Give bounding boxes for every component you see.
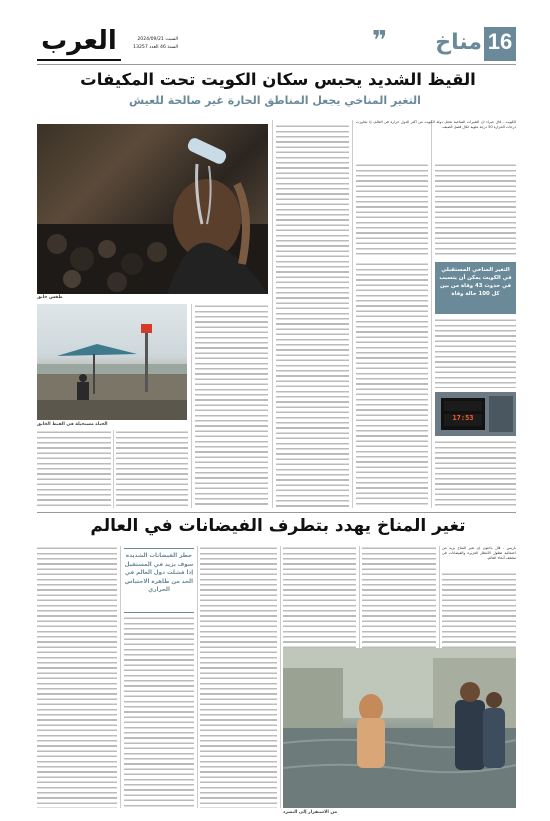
col-rule (197, 546, 198, 808)
col-rule (113, 430, 114, 508)
col-rule (431, 120, 432, 508)
article1-col1-text (435, 163, 516, 257)
article1-col6-text (37, 430, 111, 508)
article1-col3-text (276, 124, 349, 508)
article2-headline: تغير المناخ يهدد بتطرف الفيضانات في العالم (90, 516, 466, 536)
flood-photo (283, 648, 516, 808)
article1-pullquote: التغير المناخي المستقبلي في الكويت يمكن أن يتسبب في حدوث 43 وفاة من بين كل 100 حالة وفاة (439, 267, 512, 297)
newspaper-logo: العرب (41, 26, 117, 56)
street-photo-caption: الحياة مستحيلة في القيظ الخانق (37, 422, 108, 427)
sign-readout: 17:53 (452, 414, 474, 422)
quote-mark-icon: ❞ (372, 26, 388, 56)
heat-photo (37, 124, 268, 294)
header-divider (37, 64, 516, 65)
article1-col4-text (195, 304, 268, 508)
flood-illustration (283, 648, 516, 808)
page-header (0, 0, 550, 66)
col-rule (280, 546, 281, 808)
article-divider (37, 512, 516, 513)
article2-lead: باريس - قال باحثون إن تغير المناخ يزيد من احتمالية هطول الأمطار الغزيرة والفيضانات في مختلف أنحاء العالم. (442, 546, 516, 561)
article1-col1c-text (435, 440, 516, 508)
col-rule (352, 120, 353, 508)
logo-underline (37, 59, 121, 61)
issue-date: السبت 2024/09/21 (137, 37, 178, 42)
article1-col2-text (356, 163, 428, 257)
page-number: 16 (487, 29, 513, 54)
article1-lead: الكويت - قال خبراء ان التغيرات المناخية تجعل دولة الكويت من أكثر الدول حرارة في العالم، إذ تجاوزت درجات الحرارة 50 درجة مئوية خلال فصل الصيف. (356, 120, 516, 130)
section-title: مناخ (435, 30, 482, 55)
heat-photo-caption: طقس خانق (37, 295, 63, 300)
issue-number: السنة 46 العدد 13257 (133, 45, 178, 50)
article2-col5-text (124, 616, 194, 808)
temperature-sign-photo (435, 392, 516, 436)
article1-col1b-text (435, 318, 516, 388)
flood-photo-caption: من الاستقرار إلى التشرد (283, 810, 338, 815)
article1-subheadline: التغير المناخي يجعل المناطق الحارة غير صالحة للعيش (129, 94, 421, 107)
article2-pullquote: خطر الفيضانات الشديدة سوف يزيد في المستقبل إذا فشلت دول العالم في الحد من ظاهرة الاحتباس الحراري (124, 553, 194, 594)
col-rule (191, 304, 192, 508)
street-photo (37, 304, 187, 420)
col-rule (272, 120, 273, 508)
article2-pullquote-rule-top (124, 548, 194, 549)
article1-headline: القيظ الشديد يحبس سكان الكويت تحت المكيفات (80, 70, 476, 89)
article2-col4-text (200, 546, 277, 808)
heat-photo-illustration (37, 124, 268, 294)
article1-col5-text (116, 430, 188, 508)
col-rule (120, 546, 121, 808)
street-illustration (37, 304, 187, 420)
article1-col2b-text (356, 262, 428, 508)
article2-col6-text (37, 546, 117, 808)
article2-pullquote-rule-bottom (124, 612, 194, 613)
